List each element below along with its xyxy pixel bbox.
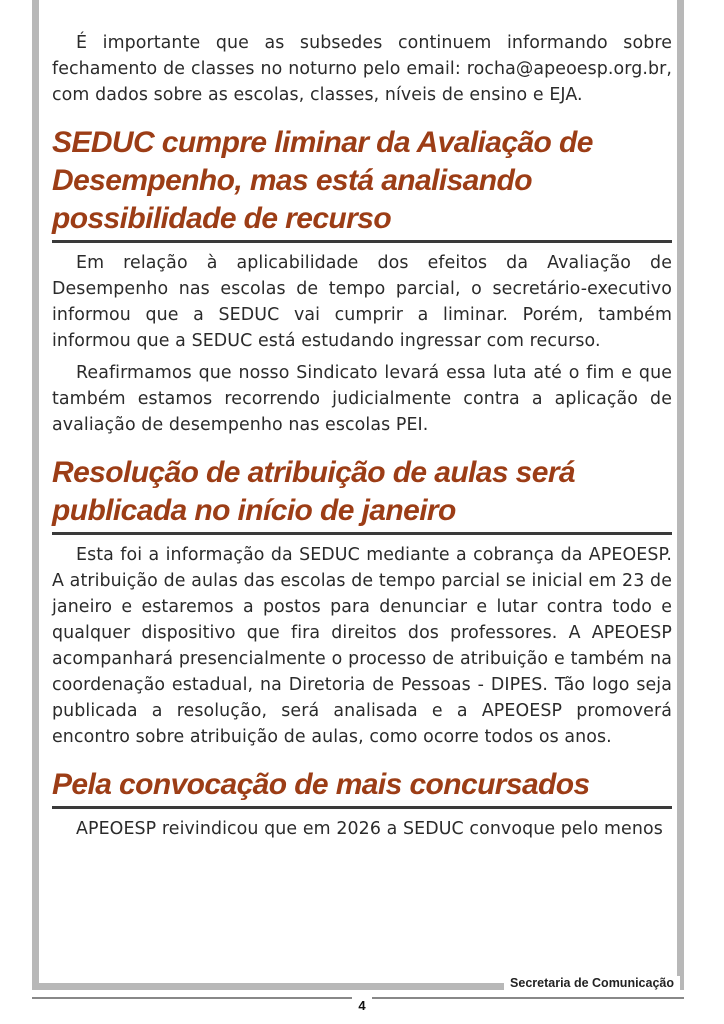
section-convocacao-body — [52, 816, 672, 842]
heading-avaliacao-desempenho: SEDUC cumpre liminar da Avaliação de Desempenho, mas está analisando possibilidade de recurso — [52, 124, 672, 243]
article-content — [52, 30, 672, 842]
section-resolucao-body — [52, 542, 672, 750]
heading-convocacao-concursados: Pela convocação de mais concursados — [52, 766, 672, 809]
section-avaliacao-body — [52, 250, 672, 438]
page-number: 4 — [352, 997, 372, 1015]
intro-section — [52, 30, 672, 108]
paragraph: APEOESP reivindicou que em 2026 a SEDUC convoque pelo menos — [76, 819, 663, 839]
paragraph: Esta foi a informação da SEDUC mediante a cobrança da APEOESP. A atribuição de aulas das escolas de tempo parcial se inicial em 23 de janeiro e estaremos a postos para denunciar e lutar contra todo e qualquer dispositivo que fira direitos dos professores. A APEOESP acompanhará presencialmente o processo de atribuição e também na coordenação estadual, na Diretoria de Pessoas - DIPES. Tão logo seja publicada a resolução, será analisada e a APEOESP promoverá encontro sobre atribuição de aulas, como ocorre todos os anos. — [52, 545, 672, 747]
intro-paragraph: É importante que as subsedes continuem informando sobre fechamento de classes no noturno pelo email: rocha@apeoesp.org.br, com dados sobre as escolas, classes, níveis de ensino e EJA. — [52, 33, 672, 105]
footer-label: Secretaria de Comunicação — [504, 976, 680, 990]
paragraph: Reafirmamos que nosso Sindicato levará essa luta até o fim e que também estamos recorrendo judicialmente contra a aplicação de avaliação de desempenho nas escolas PEI. — [52, 363, 672, 435]
paragraph: Em relação à aplicabilidade dos efeitos da Avaliação de Desempenho nas escolas de tempo parcial, o secretário-executivo informou que a SEDUC vai cumprir a liminar. Porém, também informou que a SEDUC está estudando ingressar com recurso. — [52, 253, 672, 351]
heading-resolucao-atribuicao: Resolução de atribuição de aulas será publicada no início de janeiro — [52, 454, 672, 535]
